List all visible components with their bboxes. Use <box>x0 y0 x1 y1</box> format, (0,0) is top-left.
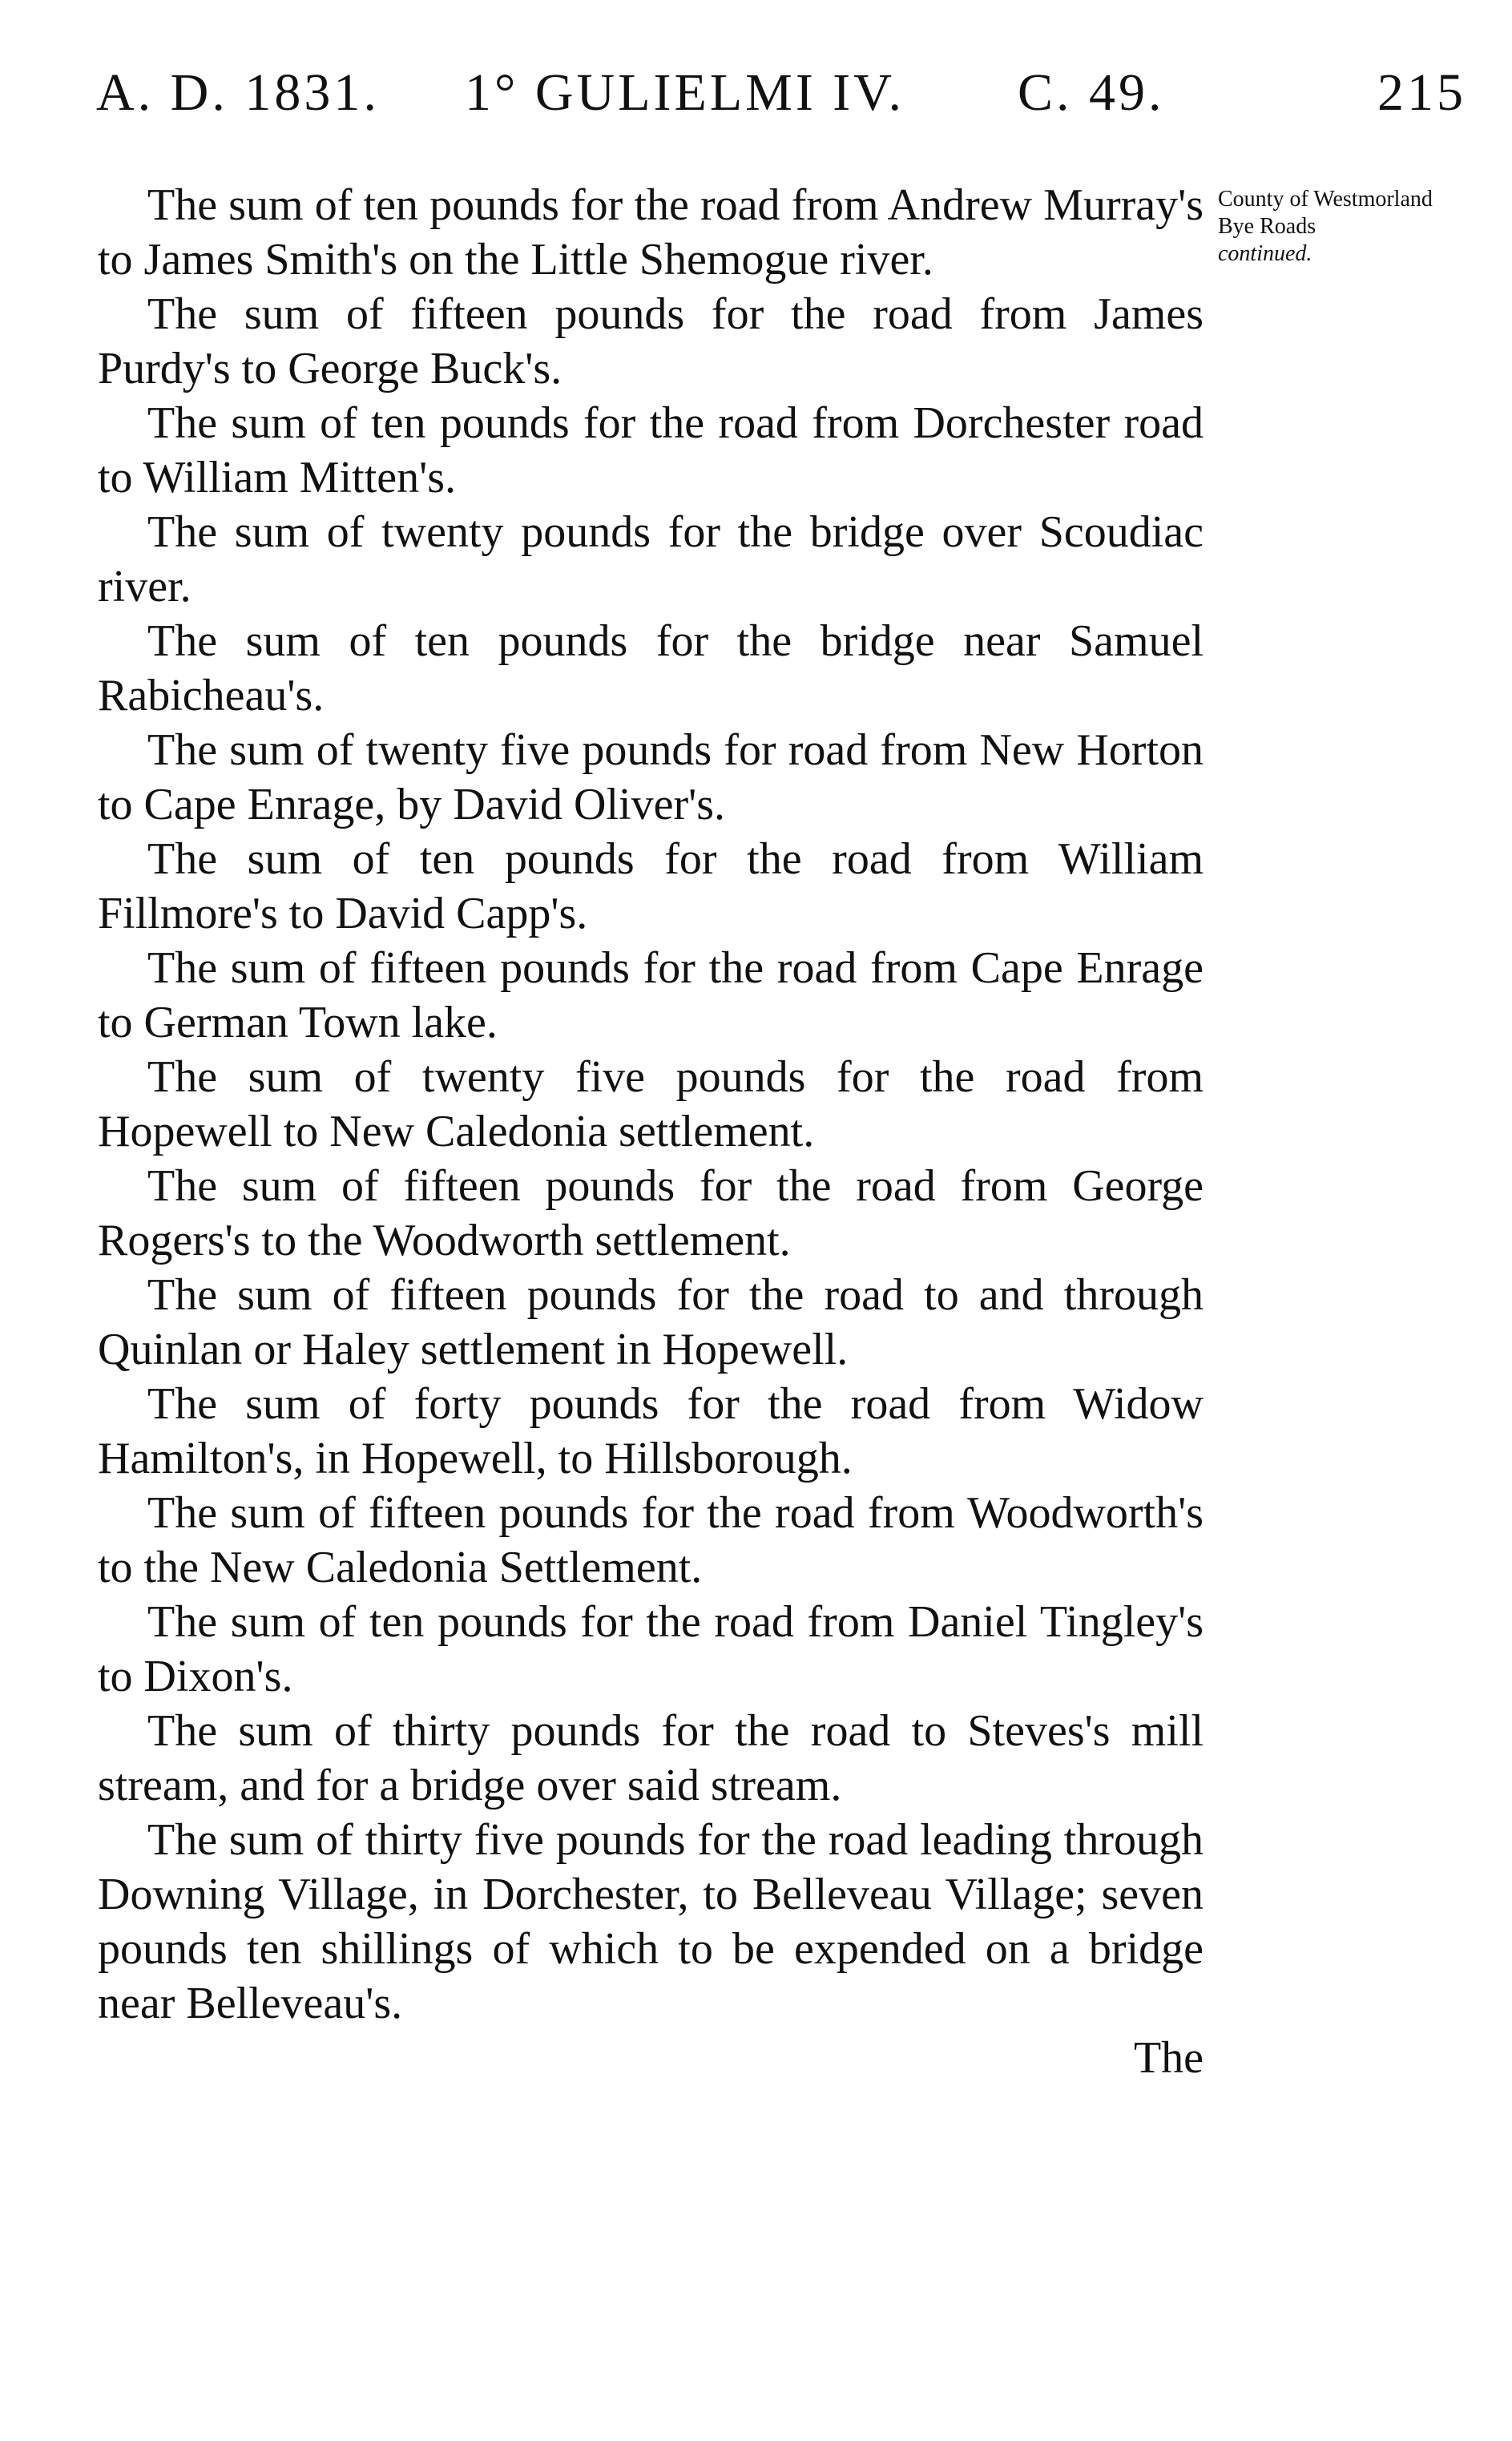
catchword-row <box>98 2031 1204 2085</box>
marginal-note-text: County of Westmorland Bye Roads <box>1218 187 1433 239</box>
paragraph: The sum of ten pounds for the road from William Fillmore's to David Capp's. <box>98 834 1204 938</box>
paragraph: The sum of thirty five pounds for the road leading through Downing Village, in Dorchester, to Belleveau Village; seven pounds ten shillings of which to be expended on a bridge near Belleveau's. <box>98 1815 1204 2028</box>
paragraph: The sum of fifteen pounds for the road from George Rogers's to the Woodworth settlement. <box>98 1161 1204 1265</box>
running-head-chapter: C. 49. <box>1018 63 1165 122</box>
paragraph: The sum of fifteen pounds for the road to and through Quinlan or Haley settlement in Hopewell. <box>98 1270 1204 1374</box>
marginal-note-continued: continued. <box>1218 241 1312 266</box>
body-text <box>98 178 1204 2085</box>
running-head-reign: 1° GULIELMI IV. <box>465 63 905 122</box>
paragraph: The sum of fifteen pounds for the road from James Purdy's to George Buck's. <box>98 289 1204 393</box>
running-head <box>96 63 1466 135</box>
paragraph: The sum of twenty five pounds for road from New Horton to Cape Enrage, by David Oliver's. <box>98 725 1204 829</box>
paragraph: The sum of ten pounds for the bridge near Samuel Rabicheau's. <box>98 616 1204 720</box>
catchword: The <box>1133 2033 1204 2083</box>
paragraph: The sum of fifteen pounds for the road from Cape Enrage to German Town lake. <box>98 943 1204 1047</box>
paragraph: The sum of ten pounds for the road from Andrew Murray's to James Smith's on the Little Shemogue river. <box>98 180 1204 284</box>
paragraph: The sum of twenty five pounds for the road from Hopewell to New Caledonia settlement. <box>98 1052 1204 1156</box>
paragraph: The sum of forty pounds for the road from Widow Hamilton's, in Hopewell, to Hillsborough. <box>98 1379 1204 1483</box>
paragraph: The sum of ten pounds for the road from Daniel Tingley's to Dixon's. <box>98 1597 1204 1701</box>
paragraph: The sum of fifteen pounds for the road from Woodworth's to the New Caledonia Settlement. <box>98 1488 1204 1592</box>
paragraph: The sum of thirty pounds for the road to Steves's mill stream, and for a bridge over said stream. <box>98 1706 1204 1810</box>
running-head-year: A. D. 1831. <box>96 63 380 122</box>
paragraph: The sum of twenty pounds for the bridge over Scoudiac river. <box>98 507 1204 611</box>
page-number: 215 <box>1377 63 1466 122</box>
paragraph: The sum of ten pounds for the road from Dorchester road to William Mitten's. <box>98 398 1204 502</box>
marginal-note <box>1218 186 1458 268</box>
